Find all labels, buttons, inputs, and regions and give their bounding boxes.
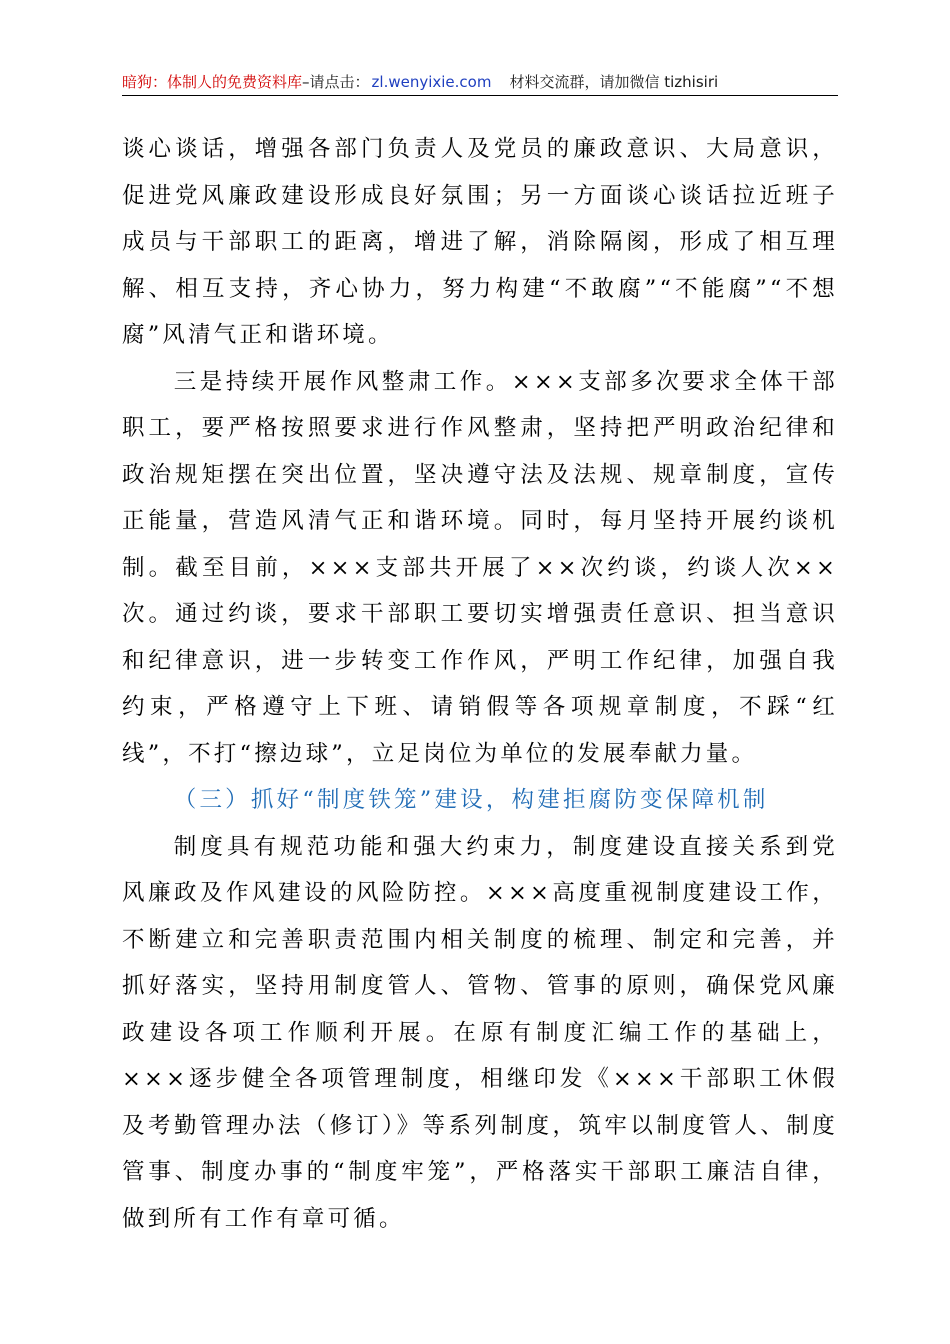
paragraph-style-rectification: 三是持续开展作风整肃工作。×××支部多次要求全体干部职工，要严格按照要求进行作风整肃，坚持把严明政治纪律和政治规矩摆在突出位置，坚决遵守法及法规、规章制度，宣传正能量，营造风清气正和谐环境。同时，每月坚持开展约谈机制。截至目前，×××支部共开展了××次约谈，约谈人次××次。通过约谈，要求干部职工要切实增强责任意识、担当意识和纪律意识，进一步转变工作作风，严明工作纪律，加强自我约束，严格遵守上下班、请销假等各项规章制度，不踩“红线”，不打“擦边球”，立足岗位为单位的发展奉献力量。 (122, 368, 838, 767)
header-prompt: –请点击： (302, 73, 370, 91)
header-wechat-note: 材料交流群，请加微信 tizhisiri (509, 73, 719, 91)
header-brand: 暗狗：体制人的免费资料库 (122, 73, 303, 91)
document-body (122, 126, 838, 1242)
page-header (122, 72, 838, 96)
paragraph-system-building: 制度具有规范功能和强大约束力，制度建设直接关系到党风廉政及作风建设的风险防控。×××高度重视制度建设工作，不断建立和完善职责范围内相关制度的梳理、制定和完善，并抓好落实，坚持用制度管人、管物、管事的原则，确保党风廉政建设各项工作顺利开展。在原有制度汇编工作的基础上，×××逐步健全各项管理制度，相继印发《×××干部职工休假及考勤管理办法（修订）》等系列制度，筑牢以制度管人、制度管事、制度办事的“制度牢笼”，严格落实干部职工廉洁自律，做到所有工作有章可循。 (122, 833, 838, 1232)
header-divider (122, 95, 838, 96)
paragraph-continued: 谈心谈话，增强各部门负责人及党员的廉政意识、大局意识，促进党风廉政建设形成良好氛围；另一方面谈心谈话拉近班子成员与干部职工的距离，增进了解，消除隔阂，形成了相互理解、相互支持，齐心协力，努力构建“不敢腐”“不能腐”“不想腐”风清气正和谐环境。 (122, 136, 838, 348)
section-heading: （三）抓好“制度铁笼”建设，构建拒腐防变保障机制 (173, 787, 769, 813)
header-url-link[interactable]: zl.wenyixie.com (371, 73, 492, 91)
